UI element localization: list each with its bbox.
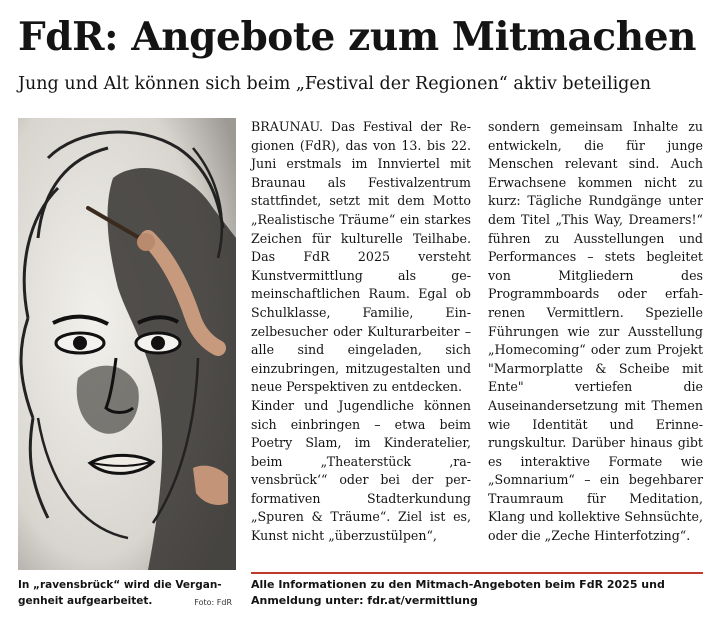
article-photo xyxy=(18,118,236,570)
article-column-1 xyxy=(251,118,471,546)
info-box-text: Alle Informationen zu den Mitmach-Angeboten beim FdR 2025 und Anmeldung unter: fdr.at/vermittlung xyxy=(251,578,665,607)
article-paragraph: Kinder und Jugendliche können sich einbringen – etwa beim Poetry Slam, im Kinderatelier, beim „Theaterstück ‚ravensbrück‘“ oder bei der performativen Stadterkundung „Spuren & Träume“. Ziel ist es, Kunst nicht „überzustülpen“, xyxy=(251,397,471,544)
article-paragraph: sondern gemeinsam Inhalte zu entwickeln, die für junge Menschen relevant sind. Auch Erwachsene kommen nicht zu kurz: Tägliche Rundgänge unter dem Titel „This Way, Dreamers!“ führen zu Ausstellungen und Performances – stets begleitet von Mitgliedern des Programmboards oder erfahrenen Vermittlern. Spezielle Führungen wie zur Ausstellung „Homecoming“ oder zum Projekt "Marmorplatte & Scheibe mit Ente" vertiefen die Auseinandersetzung mit Themen wie Identität und Erinnerungskultur. Darüber hinaus gibt es interaktive Formate wie „Somnarium“ – ein begehbarer Traumraum für Meditation, Klang und kollektive Sehnsüchte, oder die „Zeche Hinterfotzing“. xyxy=(488,119,703,544)
photo-caption: In „ravensbrück“ wird die Vergangenheit aufgearbeitet. xyxy=(18,579,222,607)
face-drawing-illustration xyxy=(18,118,236,570)
article-column-2 xyxy=(488,118,703,546)
subheadline: Jung und Alt können sich beim „Festival der Regionen“ aktiv beteiligen xyxy=(18,74,651,94)
info-divider xyxy=(251,572,703,574)
article-paragraph: BRAUNAU. Das Festival der Regionen (FdR), das von 13. bis 22. Juni erstmals im Innviertel mit Braunau als Festivalzentrum stattfindet, setzt mit dem Motto „Realistische Träume“ ein starkes Zeichen für kulturelle Teilhabe. Das FdR 2025 versteht Kunstvermittlung als gemeinschaftlichen Raum. Egal ob Schulklasse, Familie, Einzelbesucher oder Kulturarbeiter – alle sind eingeladen, sich einzubringen, mitzugestalten und neue Perspektiven zu entdecken. xyxy=(251,119,471,395)
photo-credit: Foto: FdR xyxy=(194,598,232,607)
headline: FdR: Angebote zum Mitmachen xyxy=(18,14,697,60)
